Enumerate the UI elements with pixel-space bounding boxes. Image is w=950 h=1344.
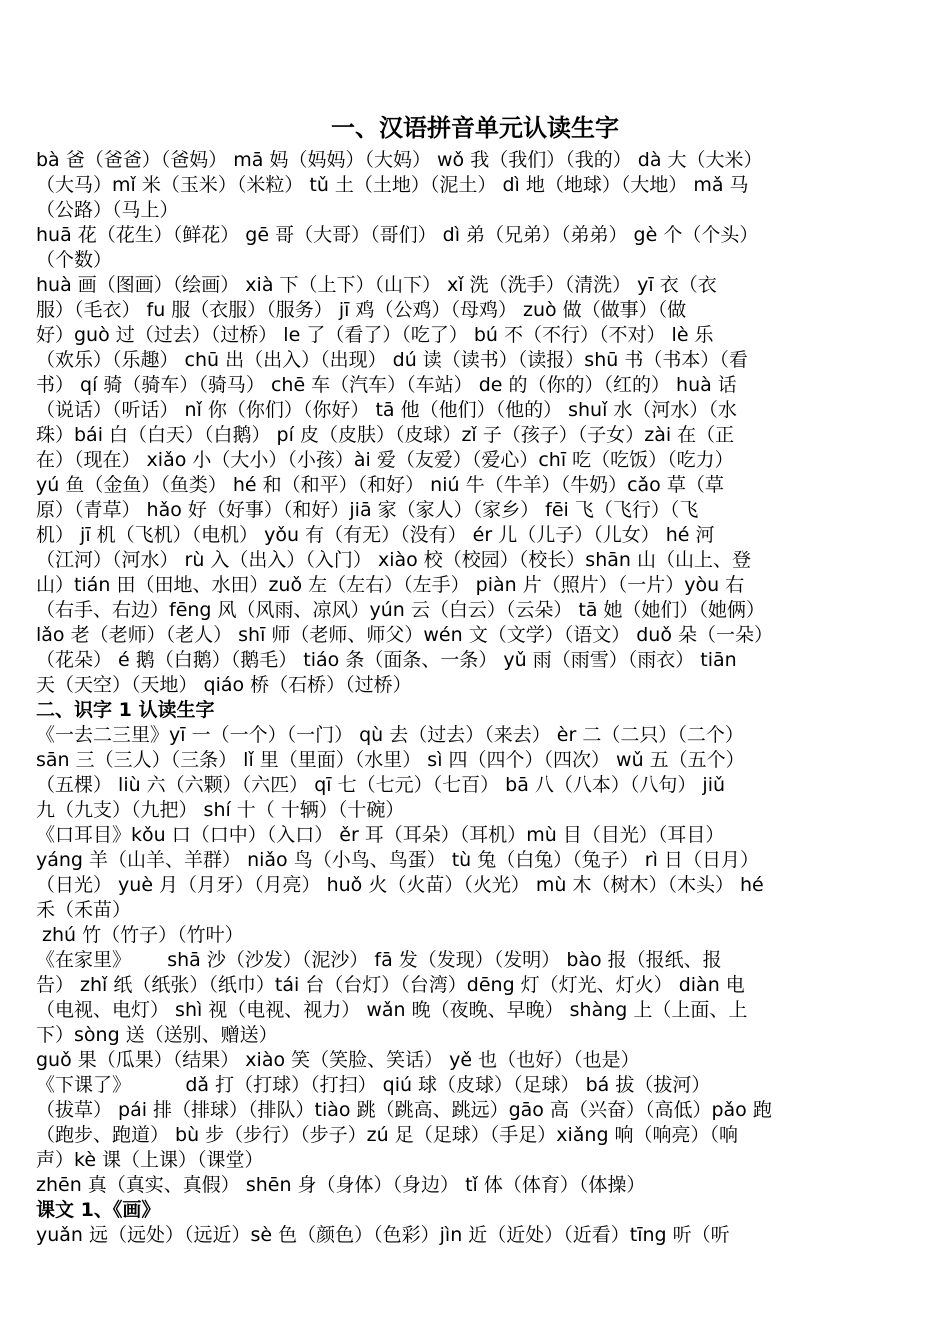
- text-line: （跑步、跑道） bù 步（步行）（步子）zú 足（足球）（手足）xiǎng 响（响亮）（响: [36, 1124, 739, 1146]
- document-body: [36, 148, 916, 1248]
- text-line: （日光） yuè 月（月牙）（月亮） huǒ 火（火苗）（火光） mù 木（树木）（木头） hé: [36, 874, 764, 896]
- text-line: lǎo 老（老师）（老人） shī 师（老师、师父）wén 文（文学）（语文） duǒ 朵（一朵）: [36, 624, 774, 646]
- text-line: 书） qí 骑（骑车）（骑马） chē 车（汽车）（车站） de 的（你的）（红的） huà 话: [36, 374, 737, 396]
- text-line: 《口耳目》kǒu 口（口中）（入口） ěr 耳（耳朵）（耳机）mù 目（目光）（耳目）: [36, 824, 725, 846]
- text-line: 声）kè 课（上课）（课堂）: [36, 1149, 264, 1171]
- text-line: yáng 羊（山羊、羊群） niǎo 鸟（小鸟、鸟蛋） tù 兔（白兔）（兔子） rì 日（日月）: [36, 849, 759, 871]
- text-line: 告） zhǐ 纸（纸张）（纸巾）tái 台（台灯）（台湾）dēng 灯（灯光、灯火） diàn 电: [36, 974, 745, 996]
- text-line: zhēn 真（真实、真假） shēn 身（身体）（身边） tǐ 体（体育）（体操）: [36, 1174, 646, 1196]
- text-line: 禾（禾苗）: [36, 899, 132, 921]
- text-line: zhú 竹（竹子）（竹叶）: [36, 924, 244, 946]
- text-line: guǒ 果（瓜果）（结果） xiào 笑（笑脸、笑话） yě 也（也好）（也是）: [36, 1049, 640, 1071]
- text-line: （大马）mǐ 米（玉米）（米粒） tǔ 土（土地）（泥土） dì 地（地球）（大地） mǎ 马: [36, 174, 749, 196]
- section-heading: 二、识字 1 认读生字: [36, 699, 215, 721]
- text-line: sān 三（三人）（三条） lǐ 里（里面）（水里） sì 四（四个）（四次） wǔ 五（五个）: [36, 749, 745, 771]
- text-line: 山）tián 田（田地、水田）zuǒ 左（左右）（左手） piàn 片（照片）（一片）yòu 右: [36, 574, 745, 596]
- text-line: 《下课了》 dǎ 打（打球）（打扫） qiú 球（皮球）（足球） bá 拔（拔河）: [36, 1074, 711, 1096]
- text-line: 机） jī 机（飞机）（电机） yǒu 有（有无）（没有） ér 儿（儿子）（儿女） hé 河: [36, 524, 715, 546]
- section-heading: 课文 1、《画》: [36, 1199, 161, 1221]
- text-line: 珠）bái 白（白天）（白鹅） pí 皮（皮肤）（皮球）zǐ 子（孩子）（子女）zài 在（正: [36, 424, 735, 446]
- text-line: bà 爸（爸爸）（爸妈） mā 妈（妈妈）（大妈） wǒ 我（我们）（我的） dà 大（大米）: [36, 149, 763, 171]
- text-line: （拔草） pái 排（排球）（排队）tiào 跳（跳高、跳远）gāo 高（兴奋）（高低）pǎo 跑: [36, 1099, 772, 1121]
- text-line: 《在家里》 shā 沙（沙发）（泥沙） fā 发（发现）（发明） bào 报（报纸、报: [36, 949, 722, 971]
- text-line: （说话）（听话） nǐ 你（你们）（你好） tā 他（他们）（他的） shuǐ 水（河水）（水: [36, 399, 737, 421]
- text-line: 天（天空）（天地） qiáo 桥（石桥）（过桥）: [36, 674, 412, 696]
- text-line: huā 花（花生）（鲜花） gē 哥（大哥）（哥们） dì 弟（兄弟）（弟弟） gè 个（个头）: [36, 224, 759, 246]
- text-line: 原）（青草） hǎo 好（好事）（和好）jiā 家（家人）（家乡） fēi 飞（飞行）（飞: [36, 499, 699, 521]
- text-line: 在）（现在） xiǎo 小（大小）（小孩）ài 爱（友爱）（爱心）chī 吃（吃饭）（吃力）: [36, 449, 734, 471]
- text-line: yú 鱼（金鱼）（鱼类） hé 和（和平）（和好） niú 牛（牛羊）（牛奶）cǎo 草（草: [36, 474, 724, 496]
- text-line: huà 画（图画）（绘画） xià 下（上下）（山下） xǐ 洗（洗手）（清洗） yī 衣（衣: [36, 274, 717, 296]
- text-line: 下）sòng 送（送别、赠送）: [36, 1024, 278, 1046]
- text-line: 《一去二三里》yī 一（一个）（一门） qù 去（过去）（来去） èr 二（二只）（二个）: [36, 724, 744, 746]
- text-line: （个数）: [36, 249, 113, 271]
- text-line: （公路）（马上）: [36, 199, 179, 221]
- text-line: （右手、右边）fēng 风（风雨、凉风）yún 云（白云）（云朵） tā 她（她们）（她俩）: [36, 599, 766, 621]
- text-line: （江河）（河水） rù 入（出入）（入门） xiào 校（校园）（校长）shān 山（山上、登: [36, 549, 751, 571]
- text-line: 好）guò 过（过去）（过桥） le 了（看了）（吃了） bú 不（不行）（不对） lè 乐: [36, 324, 714, 346]
- text-line: （五棵） liù 六（六颗）（六匹） qī 七（七元）（七百） bā 八（八本）（八句） jiǔ: [36, 774, 726, 796]
- page-title: 一、汉语拼音单元认读生字: [331, 114, 619, 142]
- text-line: 九（九支）（九把） shí 十（ 十辆）（十碗）: [36, 799, 405, 821]
- text-line: （欢乐）（乐趣） chū 出（出入）（出现） dú 读（读书）（读报）shū 书（书本）（看: [36, 349, 748, 371]
- text-line: yuǎn 远（远处）（远近）sè 色（颜色）（色彩）jìn 近（近处）（近看）tīng 听（听: [36, 1224, 730, 1246]
- text-line: （花朵） é 鹅（白鹅）（鹅毛） tiáo 条（面条、一条） yǔ 雨（雨雪）（雨衣） tiān: [36, 649, 737, 671]
- text-line: （电视、电灯） shì 视（电视、视力） wǎn 晚（夜晚、早晚） shàng 上（上面、上: [36, 999, 748, 1021]
- text-line: 服）（毛衣） fu 服（衣服）（服务） jī 鸡（公鸡）（母鸡） zuò 做（做事）（做: [36, 299, 687, 321]
